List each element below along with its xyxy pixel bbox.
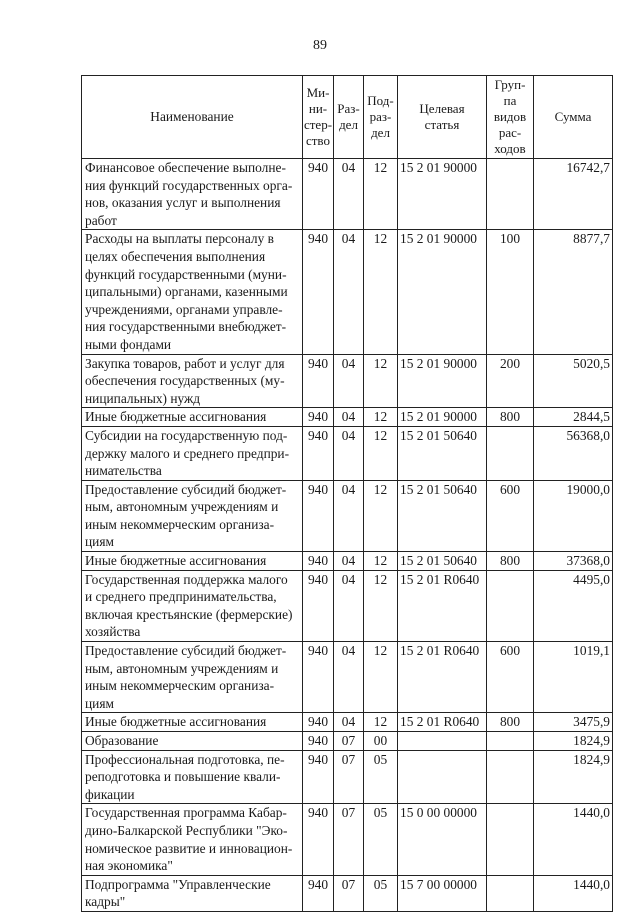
- row-ministry: 940: [303, 750, 334, 804]
- row-target-article: 15 2 01 R0640: [398, 570, 487, 641]
- row-target-article: 15 2 01 R0640: [398, 642, 487, 713]
- row-ministry: 940: [303, 570, 334, 641]
- row-sum: 16742,7: [534, 159, 613, 230]
- header-target: Целевая статья: [398, 76, 487, 159]
- row-sum: 1824,9: [534, 732, 613, 751]
- budget-table: [81, 75, 613, 912]
- row-section: 04: [334, 354, 364, 408]
- row-name: Субсидии на государственную под- держку малого и среднего предпри- нимательства: [82, 426, 303, 480]
- row-sum: 2844,5: [534, 408, 613, 427]
- row-subsection: 12: [364, 552, 398, 571]
- row-target-article: 15 2 01 50640: [398, 480, 487, 551]
- table-row: [82, 804, 613, 875]
- row-section: 04: [334, 159, 364, 230]
- row-sum: 56368,0: [534, 426, 613, 480]
- row-sum: 5020,5: [534, 354, 613, 408]
- header-sum: Сумма: [534, 76, 613, 159]
- row-target-article: 15 0 00 00000: [398, 804, 487, 875]
- row-section: 07: [334, 804, 364, 875]
- table-header-row: [82, 76, 613, 159]
- row-expense-group: 800: [487, 408, 534, 427]
- row-target-article: 15 2 01 90000: [398, 354, 487, 408]
- row-ministry: 940: [303, 804, 334, 875]
- row-name: Расходы на выплаты персоналу в целях обеспечения выполнения функций государственными (муни- ципальными) органами, казенными учреждениями, органами управле- ния государственными внебюджет- ными фондами: [82, 230, 303, 354]
- row-section: 04: [334, 426, 364, 480]
- page-number: 89: [313, 38, 327, 53]
- row-sum: 1019,1: [534, 642, 613, 713]
- table-row: [82, 732, 613, 751]
- row-section: 04: [334, 642, 364, 713]
- row-target-article: 15 2 01 R0640: [398, 713, 487, 732]
- row-sum: 19000,0: [534, 480, 613, 551]
- row-subsection: 00: [364, 732, 398, 751]
- row-ministry: 940: [303, 552, 334, 571]
- row-name: Государственная поддержка малого и среднего предпринимательства, включая крестьянские (фермерские) хозяйства: [82, 570, 303, 641]
- row-section: 04: [334, 552, 364, 571]
- table-row: [82, 713, 613, 732]
- table-row: [82, 230, 613, 354]
- row-name: Предоставление субсидий бюджет- ным, автономным учреждениям и иным некоммерческим организа- циям: [82, 642, 303, 713]
- row-sum: 37368,0: [534, 552, 613, 571]
- row-expense-group: [487, 426, 534, 480]
- row-target-article: 15 7 00 00000: [398, 875, 487, 911]
- header-name: Наименование: [82, 76, 303, 159]
- row-name: Иные бюджетные ассигнования: [82, 408, 303, 427]
- row-expense-group: [487, 750, 534, 804]
- row-subsection: 05: [364, 804, 398, 875]
- row-subsection: 12: [364, 408, 398, 427]
- table-row: [82, 480, 613, 551]
- row-ministry: 940: [303, 230, 334, 354]
- table-row: [82, 570, 613, 641]
- row-ministry: 940: [303, 408, 334, 427]
- row-name: Государственная программа Кабар- дино-Балкарской Республики "Эко- номическое развитие и инновацион- ная экономика": [82, 804, 303, 875]
- row-target-article: 15 2 01 90000: [398, 159, 487, 230]
- row-subsection: 12: [364, 230, 398, 354]
- table-row: [82, 875, 613, 911]
- row-subsection: 12: [364, 713, 398, 732]
- row-target-article: 15 2 01 50640: [398, 552, 487, 571]
- row-name: Подпрограмма "Управленческие кадры": [82, 875, 303, 911]
- row-expense-group: 600: [487, 642, 534, 713]
- row-target-article: [398, 732, 487, 751]
- row-ministry: 940: [303, 159, 334, 230]
- row-target-article: 15 2 01 90000: [398, 230, 487, 354]
- row-section: 04: [334, 480, 364, 551]
- row-sum: 1440,0: [534, 875, 613, 911]
- row-sum: 8877,7: [534, 230, 613, 354]
- row-expense-group: 200: [487, 354, 534, 408]
- row-expense-group: [487, 159, 534, 230]
- row-section: 04: [334, 713, 364, 732]
- table-row: [82, 426, 613, 480]
- row-subsection: 12: [364, 642, 398, 713]
- header-group: Груп- па видов рас- ходов: [487, 76, 534, 159]
- row-section: 07: [334, 732, 364, 751]
- row-ministry: 940: [303, 480, 334, 551]
- table-row: [82, 159, 613, 230]
- row-section: 04: [334, 570, 364, 641]
- row-expense-group: 800: [487, 713, 534, 732]
- row-sum: 1440,0: [534, 804, 613, 875]
- row-section: 04: [334, 230, 364, 354]
- row-subsection: 12: [364, 426, 398, 480]
- row-name: Предоставление субсидий бюджет- ным, автономным учреждениям и иным некоммерческим организа- циям: [82, 480, 303, 551]
- row-ministry: 940: [303, 426, 334, 480]
- row-name: Закупка товаров, работ и услуг для обеспечения государственных (му- ниципальных) нужд: [82, 354, 303, 408]
- row-ministry: 940: [303, 875, 334, 911]
- row-expense-group: 100: [487, 230, 534, 354]
- row-subsection: 05: [364, 750, 398, 804]
- table-row: [82, 408, 613, 427]
- row-target-article: 15 2 01 90000: [398, 408, 487, 427]
- row-ministry: 940: [303, 732, 334, 751]
- row-subsection: 12: [364, 159, 398, 230]
- row-sum: 4495,0: [534, 570, 613, 641]
- table-row: [82, 750, 613, 804]
- row-ministry: 940: [303, 354, 334, 408]
- row-name: Образование: [82, 732, 303, 751]
- header-ministry: Ми- ни- стер- ство: [303, 76, 334, 159]
- row-ministry: 940: [303, 713, 334, 732]
- row-expense-group: [487, 875, 534, 911]
- row-subsection: 12: [364, 354, 398, 408]
- table-row: [82, 642, 613, 713]
- row-name: Иные бюджетные ассигнования: [82, 713, 303, 732]
- row-expense-group: [487, 804, 534, 875]
- table-row: [82, 552, 613, 571]
- row-name: Финансовое обеспечение выполне- ния функций государственных орга- нов, оказания услуг и выполнения работ: [82, 159, 303, 230]
- row-sum: 3475,9: [534, 713, 613, 732]
- row-target-article: 15 2 01 50640: [398, 426, 487, 480]
- row-section: 07: [334, 750, 364, 804]
- row-ministry: 940: [303, 642, 334, 713]
- row-section: 07: [334, 875, 364, 911]
- row-subsection: 12: [364, 480, 398, 551]
- row-section: 04: [334, 408, 364, 427]
- row-expense-group: 800: [487, 552, 534, 571]
- header-subsection: Под- раз- дел: [364, 76, 398, 159]
- row-name: Профессиональная подготовка, пе- реподготовка и повышение квали- фикации: [82, 750, 303, 804]
- row-subsection: 12: [364, 570, 398, 641]
- row-sum: 1824,9: [534, 750, 613, 804]
- table-body: [82, 159, 613, 912]
- row-expense-group: 600: [487, 480, 534, 551]
- table-row: [82, 354, 613, 408]
- row-subsection: 05: [364, 875, 398, 911]
- row-target-article: [398, 750, 487, 804]
- row-expense-group: [487, 570, 534, 641]
- row-expense-group: [487, 732, 534, 751]
- row-name: Иные бюджетные ассигнования: [82, 552, 303, 571]
- header-section: Раз- дел: [334, 76, 364, 159]
